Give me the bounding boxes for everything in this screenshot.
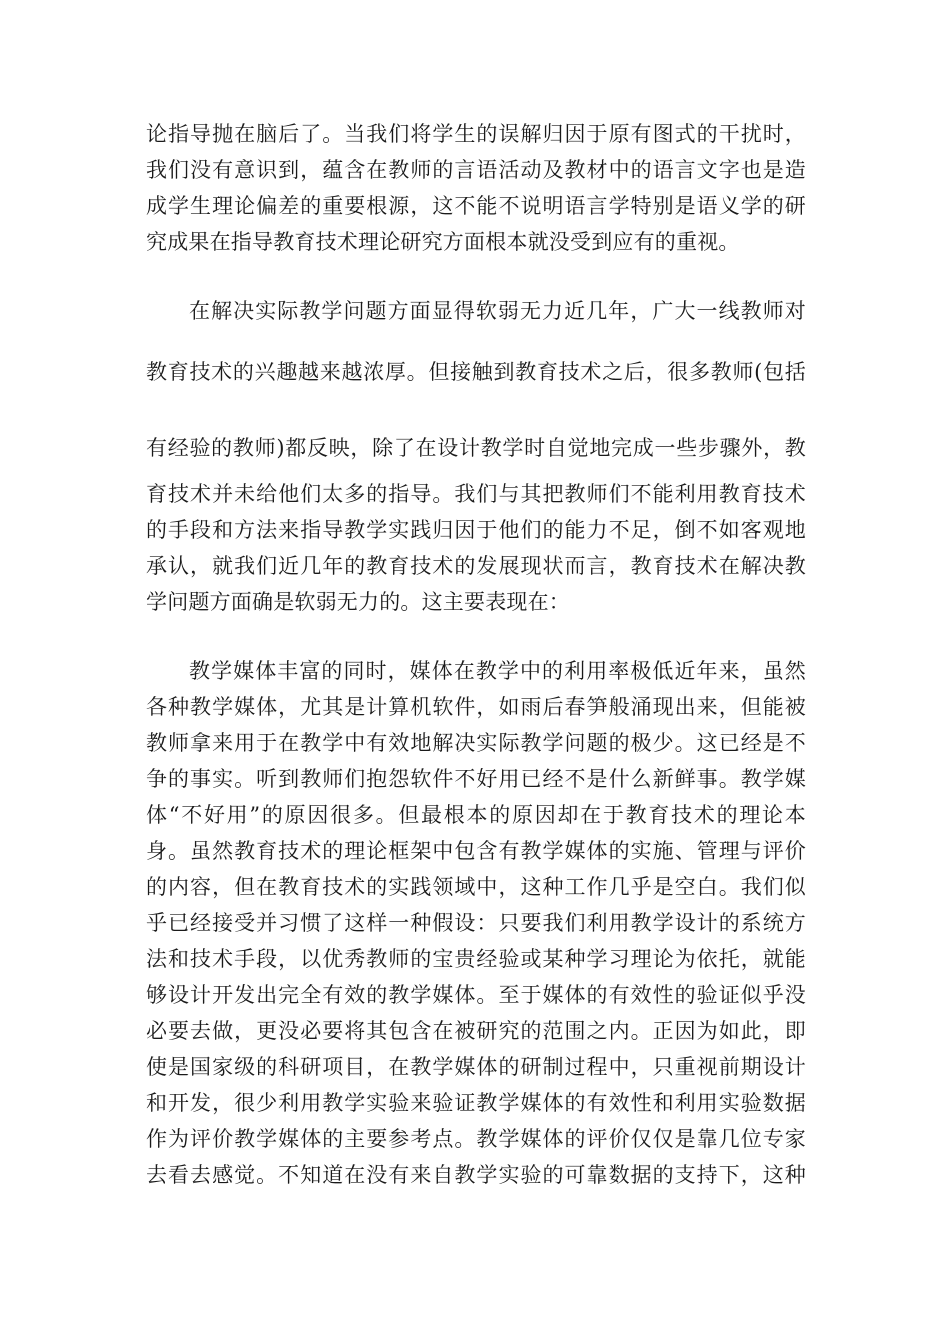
text-line: 和开发，很少利用教学实验来验证教学媒体的有效性和利用实验数据	[146, 1091, 806, 1115]
text-line: 教育技术的兴趣越来越浓厚。但接触到教育技术之后，很多教师(包括	[146, 360, 806, 384]
text-line: 体“不好用”的原因很多。但最根本的原因却在于教育技术的理论本	[146, 803, 806, 827]
text-line: 承认，就我们近几年的教育技术的发展现状而言，教育技术在解决教	[146, 554, 806, 578]
text-line: 各种教学媒体，尤其是计算机软件，如雨后春笋般涌现出来，但能被	[146, 695, 806, 719]
text-line: 作为评价教学媒体的主要参考点。教学媒体的评价仅仅是靠几位专家	[146, 1127, 806, 1151]
text-line: 教学媒体丰富的同时，媒体在教学中的利用率极低近年来，虽然	[189, 659, 806, 683]
text-line: 究成果在指导教育技术理论研究方面根本就没受到应有的重视。	[146, 230, 740, 254]
text-line: 论指导抛在脑后了。当我们将学生的误解归因于原有图式的干扰时，	[146, 122, 806, 146]
text-line: 成学生理论偏差的重要根源，这不能不说明语言学特别是语义学的研	[146, 194, 806, 218]
text-line: 我们没有意识到，蕴含在教师的言语活动及教材中的语言文字也是造	[146, 158, 806, 182]
text-line: 身。虽然教育技术的理论框架中包含有教学媒体的实施、管理与评价	[146, 839, 806, 863]
text-line: 在解决实际教学问题方面显得软弱无力近几年，广大一线教师对	[189, 299, 806, 323]
text-line: 使是国家级的科研项目，在教学媒体的研制过程中，只重视前期设计	[146, 1055, 806, 1079]
text-line: 的手段和方法来指导教学实践归因于他们的能力不足，倒不如客观地	[146, 518, 806, 542]
text-line: 乎已经接受并习惯了这样一种假设：只要我们利用教学设计的系统方	[146, 911, 806, 935]
text-line: 法和技术手段，以优秀教师的宝贵经验或某种学习理论为依托，就能	[146, 947, 806, 971]
text-line: 学问题方面确是软弱无力的。这主要表现在：	[146, 590, 570, 614]
text-line: 够设计开发出完全有效的教学媒体。至于媒体的有效性的验证似乎没	[146, 983, 806, 1007]
text-line: 有经验的教师)都反映，除了在设计教学时自觉地完成一些步骤外，教	[146, 436, 806, 460]
text-line: 争的事实。听到教师们抱怨软件不好用已经不是什么新鲜事。教学媒	[146, 767, 806, 791]
text-line: 必要去做，更没必要将其包含在被研究的范围之内。正因为如此，即	[146, 1019, 806, 1043]
text-line: 教师拿来用于在教学中有效地解决实际教学问题的极少。这已经是不	[146, 731, 806, 755]
text-line: 去看去感觉。不知道在没有来自教学实验的可靠数据的支持下，这种	[146, 1163, 806, 1187]
text-line: 育技术并未给他们太多的指导。我们与其把教师们不能利用教育技术	[146, 482, 806, 506]
text-line: 的内容，但在教育技术的实践领域中，这种工作几乎是空白。我们似	[146, 875, 806, 899]
